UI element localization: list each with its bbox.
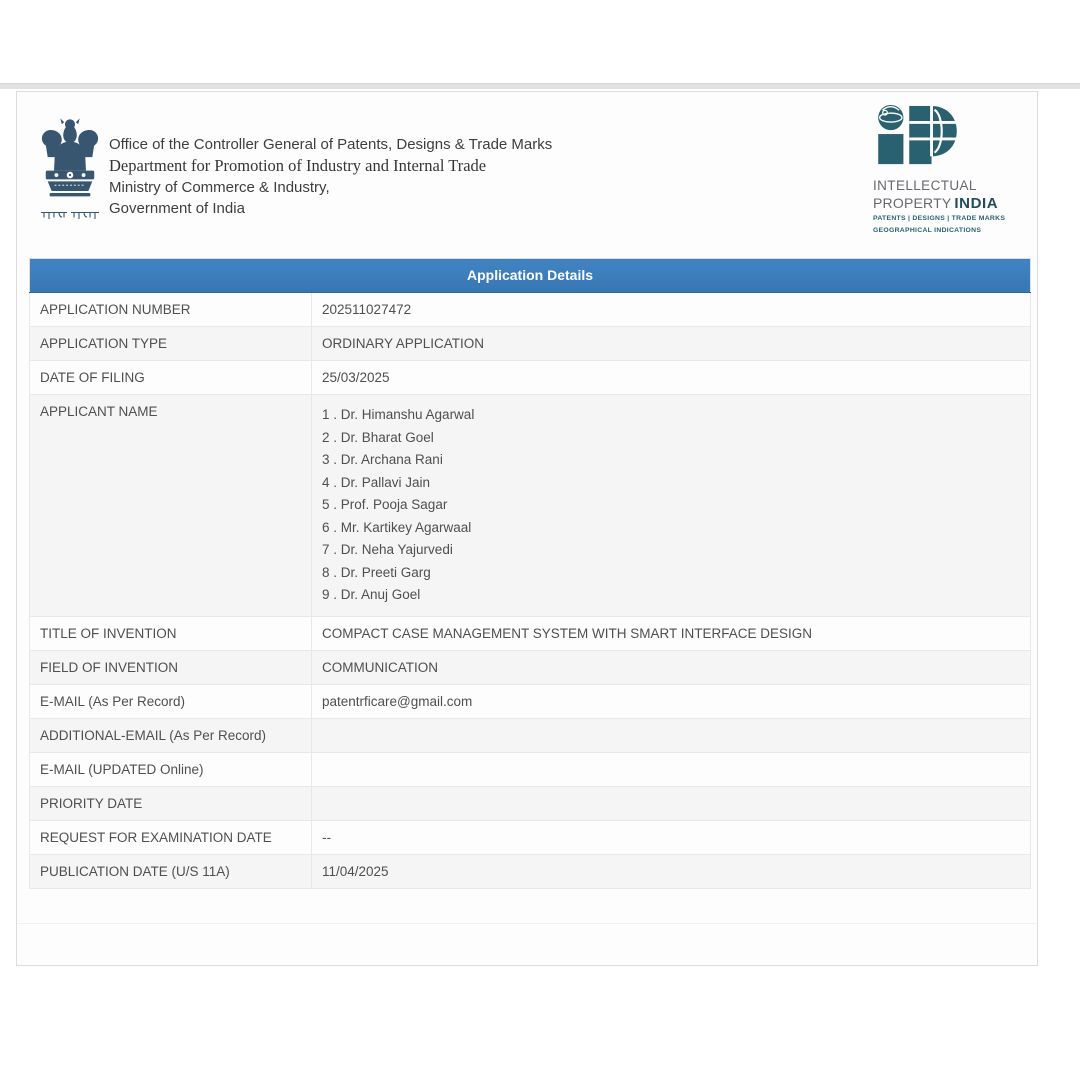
office-line-4: Government of India	[109, 199, 245, 217]
table-row	[30, 820, 1031, 854]
row-label: APPLICANT NAME	[30, 395, 312, 617]
table-row	[30, 786, 1031, 820]
applicant-line: 6 . Mr. Kartikey Agarwaal	[322, 519, 472, 535]
office-line-1: Office of the Controller General of Patents, Designs & Trade Marks	[109, 136, 553, 153]
application-details-page	[16, 91, 1038, 966]
panel-inner-divider	[17, 923, 1037, 924]
table-row	[30, 650, 1031, 684]
office-header-text	[109, 134, 552, 219]
logo-text-property: PROPERTY	[873, 195, 952, 211]
table-row	[30, 395, 1031, 617]
row-label: ADDITIONAL-EMAIL (As Per Record)	[30, 718, 312, 752]
ashoka-lion-capital-icon	[39, 117, 101, 203]
additional-email-value	[312, 718, 1031, 752]
table-title-bar: Application Details	[30, 259, 1031, 293]
priority-date-value	[312, 786, 1031, 820]
applicant-line: 9 . Dr. Anuj Goel	[322, 587, 421, 602]
row-label: APPLICATION NUMBER	[30, 293, 312, 327]
row-label: PRIORITY DATE	[30, 786, 312, 820]
table-row	[30, 327, 1031, 361]
browser-top-whitespace	[0, 0, 1080, 83]
table-row	[30, 752, 1031, 786]
application-number-value: 202511027472	[312, 293, 1031, 327]
india-national-emblem	[38, 117, 102, 226]
table-row	[30, 293, 1031, 327]
field-of-invention-value: COMMUNICATION	[312, 650, 1031, 684]
satyameva-jayate-caption	[39, 211, 101, 221]
row-label: DATE OF FILING	[30, 361, 312, 395]
row-label: FIELD OF INVENTION	[30, 650, 312, 684]
row-label: REQUEST FOR EXAMINATION DATE	[30, 820, 312, 854]
publication-date-value: 11/04/2025	[312, 854, 1031, 888]
row-label: APPLICATION TYPE	[30, 327, 312, 361]
row-label: E-MAIL (As Per Record)	[30, 684, 312, 718]
table-row	[30, 718, 1031, 752]
row-label: TITLE OF INVENTION	[30, 616, 312, 650]
application-details-table	[29, 258, 1031, 889]
table-row	[30, 854, 1031, 888]
application-details-table-container	[29, 258, 1031, 889]
application-type-value: ORDINARY APPLICATION	[312, 327, 1031, 361]
ip-india-logo	[873, 104, 1021, 235]
applicant-line: 8 . Dr. Preeti Garg	[322, 564, 431, 580]
date-of-filing-value: 25/03/2025	[312, 361, 1031, 395]
table-row	[30, 616, 1031, 650]
logo-text-intellectual: INTELLECTUAL	[873, 178, 977, 193]
applicant-line: 1 . Dr. Himanshu Agarwal	[322, 407, 475, 422]
logo-text-india: INDIA	[954, 195, 999, 212]
table-row	[30, 361, 1031, 395]
applicant-line: 5 . Prof. Pooja Sagar	[322, 497, 448, 512]
email-as-per-record-value: patentrficare@gmail.com	[312, 684, 1031, 718]
office-line-2: Department for Promotion of Industry and Internal Trade	[109, 156, 487, 175]
request-for-examination-date-value: --	[312, 820, 1031, 854]
row-label: E-MAIL (UPDATED Online)	[30, 752, 312, 786]
applicant-line: 2 . Dr. Bharat Goel	[322, 429, 434, 445]
row-label: PUBLICATION DATE (U/S 11A)	[30, 854, 312, 888]
table-row	[30, 684, 1031, 718]
applicant-line: 3 . Dr. Archana Rani	[322, 452, 443, 467]
applicant-line: 7 . Dr. Neha Yajurvedi	[322, 542, 453, 557]
applicant-line: 4 . Dr. Pallavi Jain	[322, 474, 431, 490]
title-of-invention-value: COMPACT CASE MANAGEMENT SYSTEM WITH SMART INTERFACE DESIGN	[312, 616, 1031, 650]
logo-text-property-india	[873, 195, 1021, 212]
page-top-divider	[0, 83, 1080, 89]
ip-india-logo-mark-icon	[873, 104, 961, 168]
email-updated-online-value	[312, 752, 1031, 786]
applicant-name-value	[312, 395, 1031, 617]
logo-text-geographical-indications: GEOGRAPHICAL INDICATIONS	[873, 226, 982, 234]
office-line-3: Ministry of Commerce & Industry,	[109, 178, 330, 196]
logo-text-patents-designs-trademarks: PATENTS | DESIGNS | TRADE MARKS	[873, 215, 1006, 222]
